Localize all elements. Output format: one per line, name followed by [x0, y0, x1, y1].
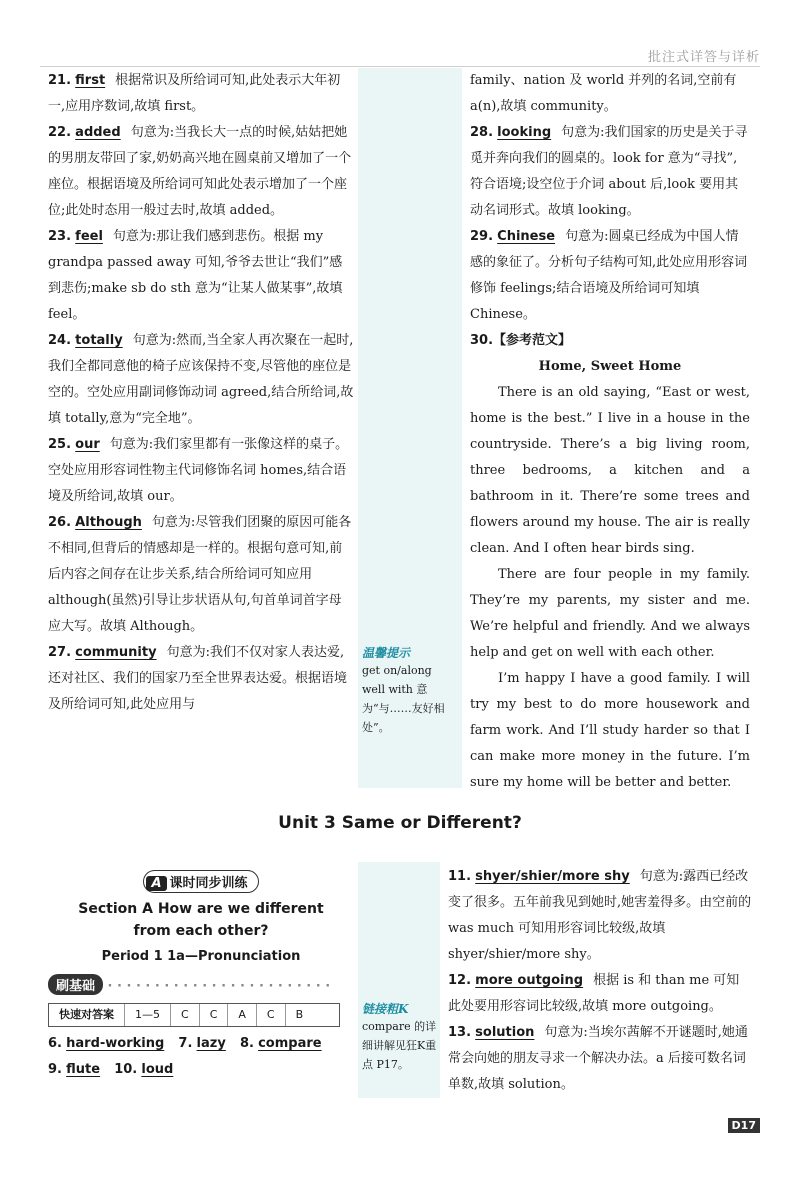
page-header-title: 批注式详答与详析 — [647, 50, 760, 65]
answer-item-27: 27. community 句意为:我们不仅对家人表达爱,还对社区、我们的国家乃至全世界表达爱。根据语境及所给词可知,此处应用与 — [48, 645, 348, 712]
answers-line-1: 6. hard-working 7. lazy 8. compare — [48, 1036, 322, 1051]
answer-item-22: 22. added 句意为:当我长大一点的时候,姑姑把她的男朋友带回了家,奶奶高兴地在圆桌前又增加了一个座位。根据语境及所给词可知此处表示增加了一个座位;此处时态用一般过去时,故填 added。 — [48, 125, 352, 218]
answer-item-29: 29. Chinese 句意为:圆桌已经成为中国人情感的象征了。分析句子结构可知,此处应用形容词修饰 feelings;结合语境及所给词可知填 Chinese。 — [470, 229, 748, 322]
answer-item-26: 26. Although 句意为:尽管我们团聚的原因可能各不相同,但背后的情感却是一样的。根据句意可知,前后内容之间存在让步关系,结合所给词可知应用 although(虽然)引导让步状语从句,句首单词首字母应大写。故填 Although。 — [48, 515, 352, 634]
section-block — [48, 870, 354, 1083]
link-note — [362, 1000, 438, 1074]
answer-item-11: 11. shyer/shier/more shy 句意为:露西已经改变了很多。五年前我见到她时,她害羞得多。由空前的 was much 可知用形容词比较级,故填 shyer/shier/more shy。 — [448, 869, 752, 962]
essay-body — [470, 380, 750, 796]
answers-line-2: 9. flute 10. loud — [48, 1062, 174, 1077]
tip-note-title: 温馨提示 — [362, 646, 411, 660]
link-note-text: compare 的详细讲解见狂K重点 P17。 — [362, 1020, 437, 1071]
essay-paragraph: I’m happy I have a good family. I will try my best to do more housework and farm work. And I’ll study harder so that I can make more money in the future. I’m sure my home will be better and better. — [470, 671, 750, 790]
section-title-line2: from each other? — [133, 923, 269, 939]
right-column — [470, 68, 750, 796]
essay-label: 30.【参考范文】 — [470, 333, 572, 348]
answer-item-23: 23. feel 句意为:那让我们感到悲伤。根据 my grandpa passed away 可知,爷爷去世让“我们”感到悲伤;make sb do sth 意为“让某人做某事”,故填 feel。 — [48, 229, 343, 322]
page-number: D17 — [728, 1118, 760, 1133]
period-title: Period 1 1a—Pronunciation — [101, 949, 301, 964]
answer-item-12: 12. more outgoing 根据 is 和 than me 可知此处要用形容词比较级,故填 more outgoing。 — [448, 973, 740, 1014]
essay-paragraph: There are four people in my family. They’re my parents, my sister and me. We’re helpful and friendly. And we always help and get on well with each other. — [470, 567, 750, 660]
answer-item-27-continued: family、nation 及 world 并列的名词,空前有 a(n),故填 community。 — [470, 73, 737, 114]
essay-paragraph: There is an old saying, “East or west, home is the best.” I live in a house in the countryside. There’s a big living room, three bedrooms, a kitchen and a bathroom in it. There’re some trees and flowers around my house. The air is really clean. And I often hear birds sing. — [470, 385, 750, 556]
answer-item-24: 24. totally 句意为:然而,当全家人再次聚在一起时,我们全都同意他的椅子应该保持不变,尽管他的座位是空的。空处应用副词修饰动词 agreed,结合所给词,故填 totally,意为“完全地”。 — [48, 333, 354, 426]
basic-label: 刷基础 · · · · · · · · · · · · · · · · · · · · · · · · — [48, 974, 354, 995]
tip-note — [362, 644, 458, 737]
quick-answer-table: 快速对答案 1—5 C C A C B — [48, 1003, 340, 1027]
essay-title: Home, Sweet Home — [538, 359, 682, 374]
section-badge: A 课时同步训练 — [143, 870, 258, 893]
tip-note-text: get on/along well with 意为“与……友好相处”。 — [362, 664, 445, 734]
unit-title: Unit 3 Same or Different? — [278, 813, 522, 833]
section-title: Section A How are we different — [78, 901, 324, 917]
bottom-right-column — [448, 864, 752, 1098]
left-column — [48, 68, 354, 718]
link-note-title: 链接粗K — [362, 1002, 409, 1016]
header-divider — [40, 66, 760, 67]
answer-item-28: 28. looking 句意为:我们国家的历史是关于寻觅并奔向我们的圆桌的。look for 意为“寻找”,符合语境;设空位于介词 about 后,look 要用其动名词形式。故填 looking。 — [470, 125, 748, 218]
answer-item-25: 25. our 句意为:我们家里都有一张像这样的桌子。空处应用形容词性物主代词修饰名词 homes,结合语境及所给词,故填 our。 — [48, 437, 349, 504]
answer-item-21: 21. first 根据常识及所给词可知,此处表示大年初一,应用序数词,故填 first。 — [48, 73, 341, 114]
answer-item-13: 13. solution 句意为:当埃尔茜解不开谜题时,她通常会向她的朋友寻求一个解决办法。a 后接可数名词单数,故填 solution。 — [448, 1025, 748, 1092]
